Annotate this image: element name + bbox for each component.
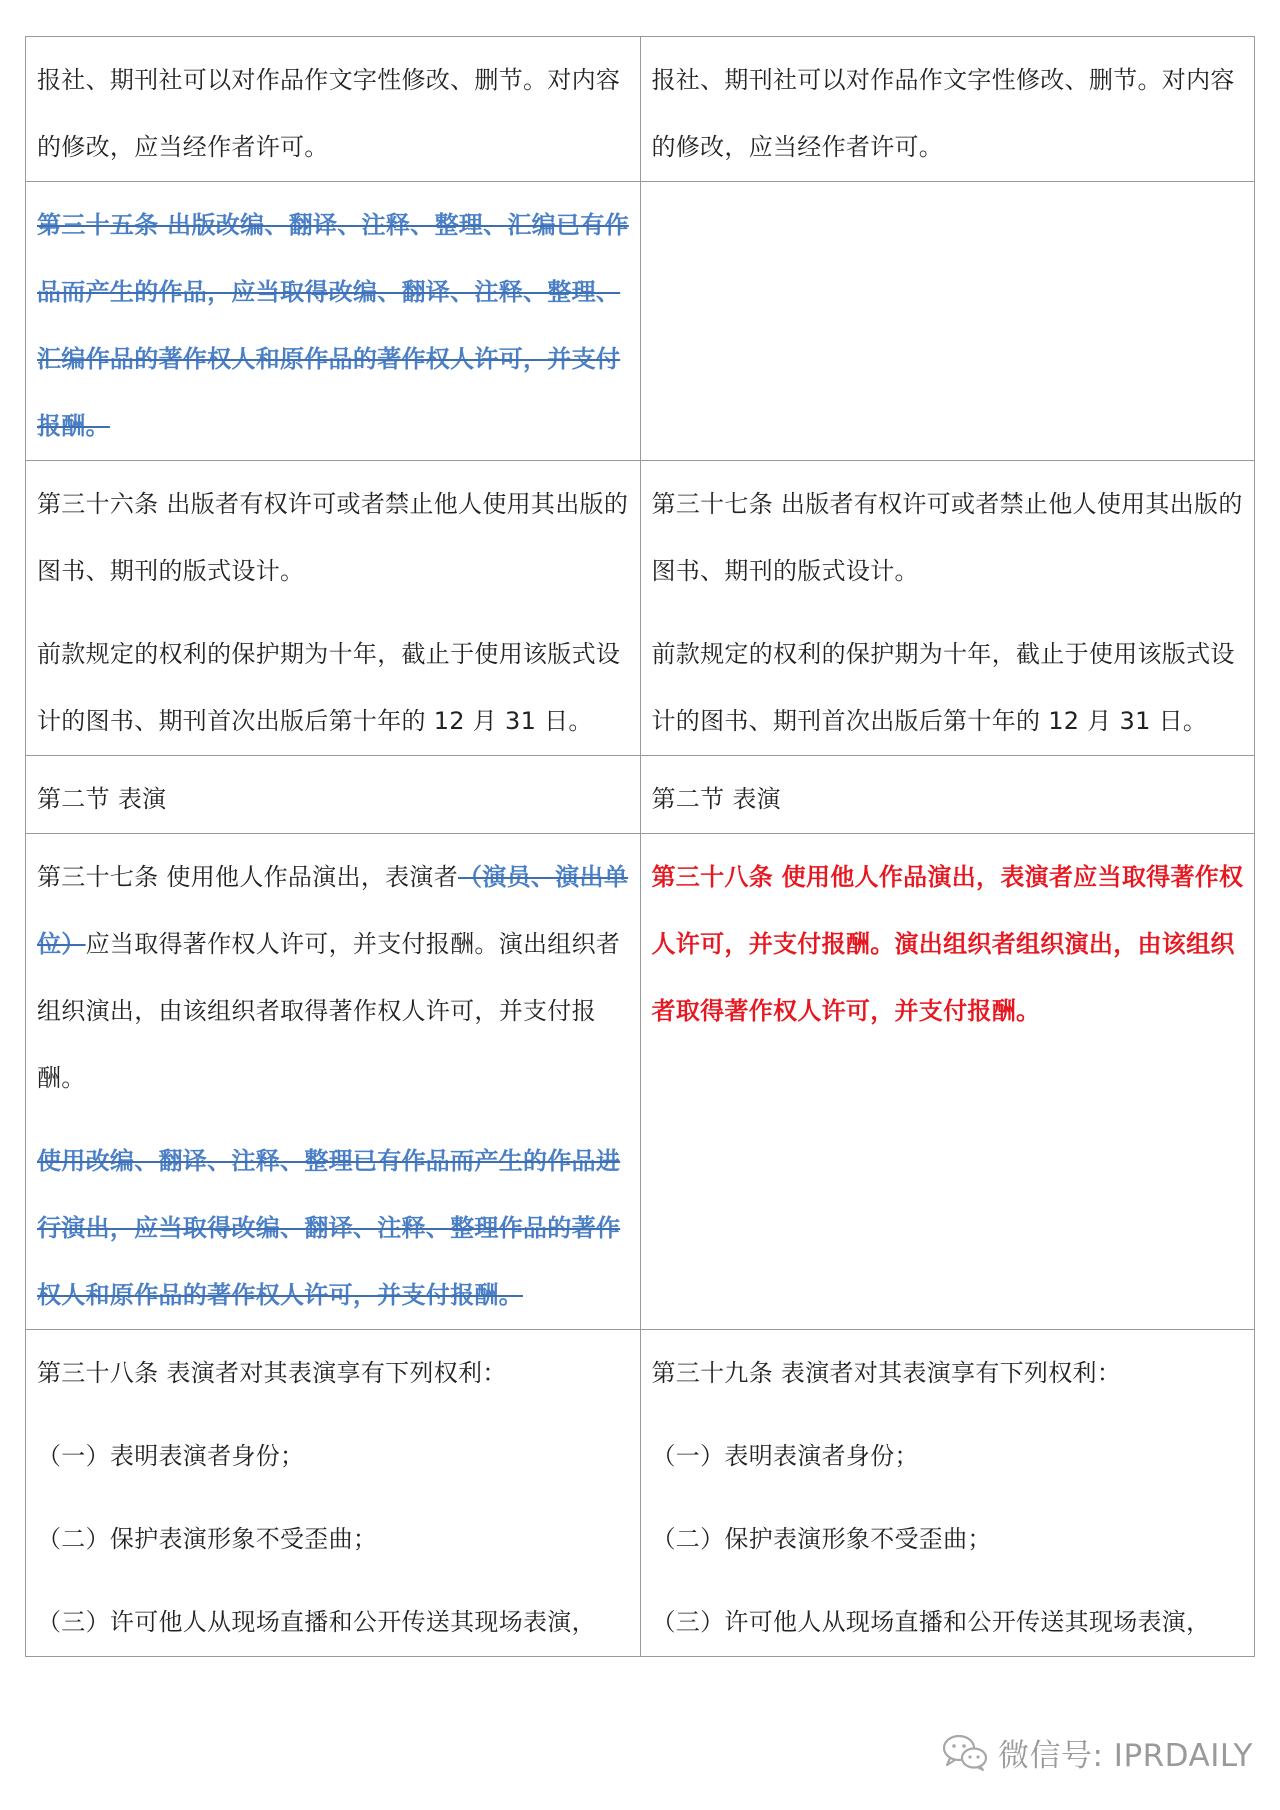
- clause-text: （一）表明表演者身份；: [37, 1442, 305, 1470]
- comparison-table: [25, 36, 1255, 1657]
- clause-paragraph: [37, 1589, 630, 1656]
- right-cell: [640, 37, 1255, 182]
- clause-paragraph: [37, 621, 630, 755]
- clause-text: （二）保护表演形象不受歪曲；: [37, 1525, 378, 1553]
- watermark-text: 微信号: IPRDAILY: [998, 1737, 1253, 1774]
- clause-paragraph: [37, 1340, 630, 1407]
- clause-paragraph: [652, 844, 1245, 1045]
- right-cell: [640, 182, 1255, 461]
- clause-text: （三）许可他人从现场直播和公开传送其现场表演，: [37, 1608, 596, 1636]
- clause-paragraph: [652, 1506, 1245, 1573]
- clause-text: 前款规定的权利的保护期为十年，截止于使用该版式设计的图书、期刊首次出版后第十年的 12 月 31 日。: [37, 640, 621, 735]
- clause-paragraph: [37, 192, 630, 460]
- table-row: [26, 1330, 1255, 1657]
- clause-text: （三）许可他人从现场直播和公开传送其现场表演，: [651, 1608, 1211, 1636]
- clause-paragraph: [652, 47, 1245, 181]
- clause-paragraph: [652, 1423, 1245, 1490]
- clause-text: 第二节 表演: [651, 785, 781, 813]
- deleted-text: （演员、演出单位）: [37, 863, 629, 958]
- clause-text: 第三十九条 表演者对其表演享有下列权利：: [651, 1359, 1122, 1387]
- clause-paragraph: [652, 471, 1245, 605]
- right-cell: [640, 834, 1255, 1330]
- clause-text: 第三十六条 出版者有权许可或者禁止他人使用其出版的图书、期刊的版式设计。: [37, 490, 629, 585]
- wechat-icon: [942, 1733, 988, 1771]
- left-cell: [26, 756, 641, 834]
- clause-text: （一）表明表演者身份；: [651, 1442, 919, 1470]
- deleted-text: 使用改编、翻译、注释、整理已有作品而产生的作品进行演出，应当取得改编、翻译、注释、整理作品的著作权人和原作品的著作权人许可，并支付报酬。: [37, 1147, 621, 1309]
- inserted-text: 第三十八条 使用他人作品演出，表演者应当取得著作权人许可，并支付报酬。演出组织者组织演出，由该组织者取得著作权人许可，并支付报酬。: [651, 863, 1244, 1025]
- clause-paragraph: [37, 1128, 630, 1329]
- clause-paragraph: [652, 621, 1245, 755]
- clause-text: 第二节 表演: [37, 785, 167, 813]
- clause-text: 第三十七条 出版者有权许可或者禁止他人使用其出版的图书、期刊的版式设计。: [651, 490, 1243, 585]
- clause-paragraph: [37, 47, 630, 181]
- clause-text: 前款规定的权利的保护期为十年，截止于使用该版式设计的图书、期刊首次出版后第十年的 12 月 31 日。: [651, 640, 1235, 735]
- wechat-watermark: [942, 1730, 1253, 1774]
- right-cell: [640, 461, 1255, 756]
- table-row: [26, 756, 1255, 834]
- clause-paragraph: [652, 1340, 1245, 1407]
- clause-paragraph: [37, 1506, 630, 1573]
- left-cell: [26, 461, 641, 756]
- left-cell: [26, 834, 641, 1330]
- table-row: [26, 461, 1255, 756]
- left-cell: [26, 1330, 641, 1657]
- clause-text: 第三十七条 使用他人作品演出，表演者: [37, 863, 459, 891]
- clause-paragraph: [652, 766, 1245, 833]
- clause-text: 报社、期刊社可以对作品作文字性修改、删节。对内容的修改，应当经作者许可。: [651, 66, 1235, 161]
- right-cell: [640, 756, 1255, 834]
- right-cell: [640, 1330, 1255, 1657]
- clause-paragraph: [37, 471, 630, 605]
- left-cell: [26, 182, 641, 461]
- clause-text: （二）保护表演形象不受歪曲；: [651, 1525, 992, 1553]
- clause-paragraph: [37, 844, 630, 1112]
- clause-text: 报社、期刊社可以对作品作文字性修改、删节。对内容的修改，应当经作者许可。: [37, 66, 621, 161]
- clause-text: 第三十八条 表演者对其表演享有下列权利：: [37, 1359, 507, 1387]
- table-row: [26, 37, 1255, 182]
- clause-paragraph: [37, 766, 630, 833]
- left-cell: [26, 37, 641, 182]
- clause-text: 应当取得著作权人许可，并支付报酬。演出组织者组织演出，由该组织者取得著作权人许可，并支付报酬。: [37, 930, 621, 1092]
- clause-paragraph: [652, 1589, 1245, 1656]
- deleted-text: 第三十五条 出版改编、翻译、注释、整理、汇编已有作品而产生的作品，应当取得改编、翻译、注释、整理、汇编作品的著作权人和原作品的著作权人许可，并支付报酬。: [37, 211, 629, 440]
- table-row: [26, 182, 1255, 461]
- table-row: [26, 834, 1255, 1330]
- clause-paragraph: [37, 1423, 630, 1490]
